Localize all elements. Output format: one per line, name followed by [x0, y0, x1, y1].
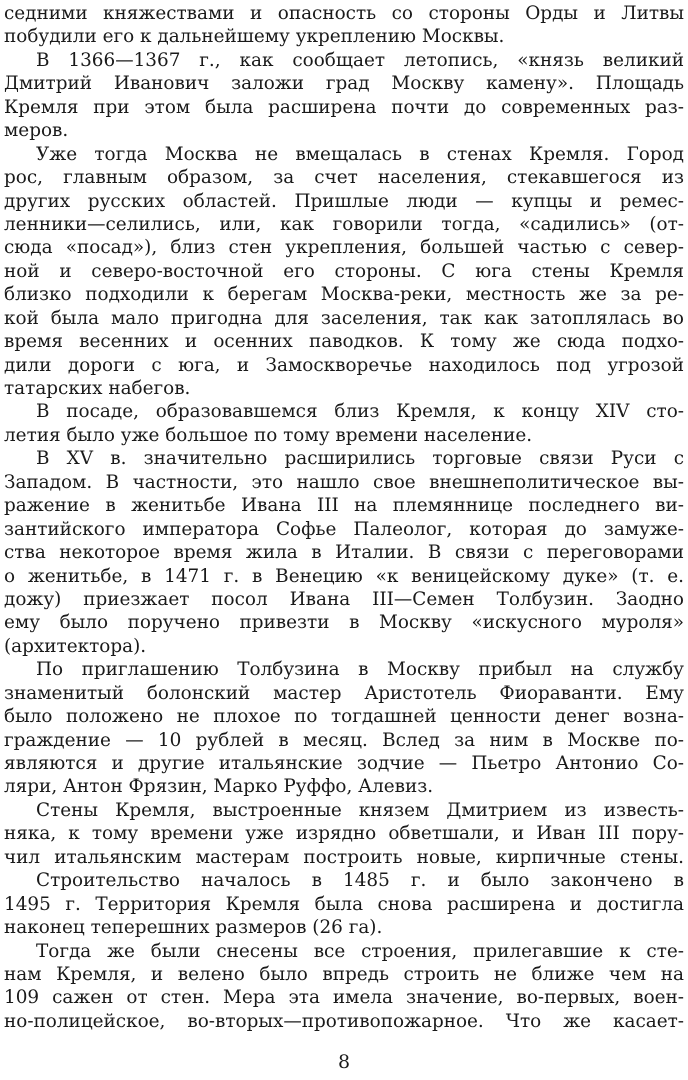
text-line: о женитьбе, в 1471 г. в Венецию «к веницейскому дуке» (т. е. [4, 565, 684, 587]
text-line: ленники—селились, или, как говорили тогда, «садились» (от- [4, 213, 684, 235]
text-line: знаменитый болонский мастер Аристотель Фиораванти. Ему [4, 682, 684, 704]
text-line: сюда «посад»), близ стен укрепления, большей частью с север- [4, 237, 684, 259]
text-line: В посаде, образовавшемся близ Кремля, к концу XIV сто- [36, 401, 684, 423]
text-line: дожу) приезжает посол Ивана III—Семен Толбузин. Заодно [4, 588, 684, 610]
text-line: зантийского императора Софье Палеолог, которая до замуже- [4, 518, 684, 540]
text-line: В 1366—1367 г., как сообщает летопись, «князь великий [36, 49, 684, 71]
text-line: Дмитрий Иванович заложи град Москву камену». Площадь [4, 73, 684, 95]
text-line: В XV в. значительно расширились торговые связи Руси с [36, 448, 684, 470]
text-line: няка, к тому времени уже изрядно обветшали, и Иван III пору- [4, 823, 684, 845]
book-page [4, 2, 684, 1033]
page-number: 8 [337, 1051, 351, 1073]
text-line: ляри, Антон Фрязин, Марко Руффо, Алевиз. [4, 776, 434, 798]
text-line: граждение — 10 рублей в месяц. Вслед за ним в Москве по- [4, 729, 684, 751]
text-line: дили дороги с юга, и Замоскворечье находилось под угрозой [4, 354, 684, 376]
text-line: Тогда же были снесены все строения, прилегавшие к сте- [36, 940, 684, 962]
text-line: По приглашению Толбузина в Москву прибыл на службу [36, 659, 684, 681]
text-line: нам Кремля, и велено было впредь строить не ближе чем на [4, 963, 684, 985]
text-line: но-полицейское, во-вторых—противопожарное. Что же касает- [4, 1010, 684, 1032]
text-line: меров. [4, 120, 69, 142]
text-line: татарских набегов. [4, 378, 191, 399]
text-line: ражение в женитьбе Ивана III на племяннице последнего ви- [4, 495, 684, 517]
text-line: было положено не плохое по тогдашней ценности денег возна- [4, 706, 684, 728]
text-line: побудили его к дальнейшему укреплению Москвы. [4, 26, 505, 48]
text-line: 109 сажен от стен. Мера эта имела значение, во-первых, воен- [4, 987, 684, 1009]
text-line: ной и северо-восточной его стороны. С юга стены Кремля [4, 260, 684, 282]
text-line: время весенних и осенних паводков. К тому же сюда подхо- [4, 331, 684, 353]
text-line: летия было уже большое по тому времени население. [4, 424, 533, 446]
text-line: (архитектора). [4, 635, 147, 657]
text-line: ства некоторое время жила в Италии. В связи с переговорами [4, 542, 684, 564]
text-line: являются и другие итальянские зодчие — Пьетро Антонио Со- [4, 753, 684, 774]
text-line: других русских областей. Пришлые люди — купцы и ремес- [4, 190, 684, 212]
text-line: Уже тогда Москва не вмещалась в стенах Кремля. Город [36, 143, 684, 165]
text-line: наконец теперешних размеров (26 га). [4, 917, 383, 939]
text-line: Кремля при этом была расширена почти до современных раз- [4, 96, 684, 118]
text-line: рос, главным образом, за счет населения, стекавшегося из [4, 167, 684, 189]
text-line: близко подходили к берегам Москва-реки, местность же за ре- [4, 284, 684, 306]
text-line: Западом. В частности, это нашло свое внешнеполитическое вы- [4, 471, 684, 493]
text-line: Стены Кремля, выстроенные князем Дмитрием из известь- [36, 799, 684, 821]
text-line: 1495 г. Территория Кремля была снова расширена и достигла [4, 893, 684, 915]
text-line: кой была мало пригодна для заселения, так как затоплялась во [4, 307, 684, 329]
text-line: Строительство началось в 1485 г. и было закончено в [36, 870, 684, 892]
text-line: седними княжествами и опасность со стороны Орды и Литвы [4, 3, 684, 24]
text-line: чил итальянским мастерам построить новые, кирпичные стены. [4, 846, 684, 868]
text-line: ему было поручено привезти в Москву «искусного муроля» [4, 612, 684, 634]
